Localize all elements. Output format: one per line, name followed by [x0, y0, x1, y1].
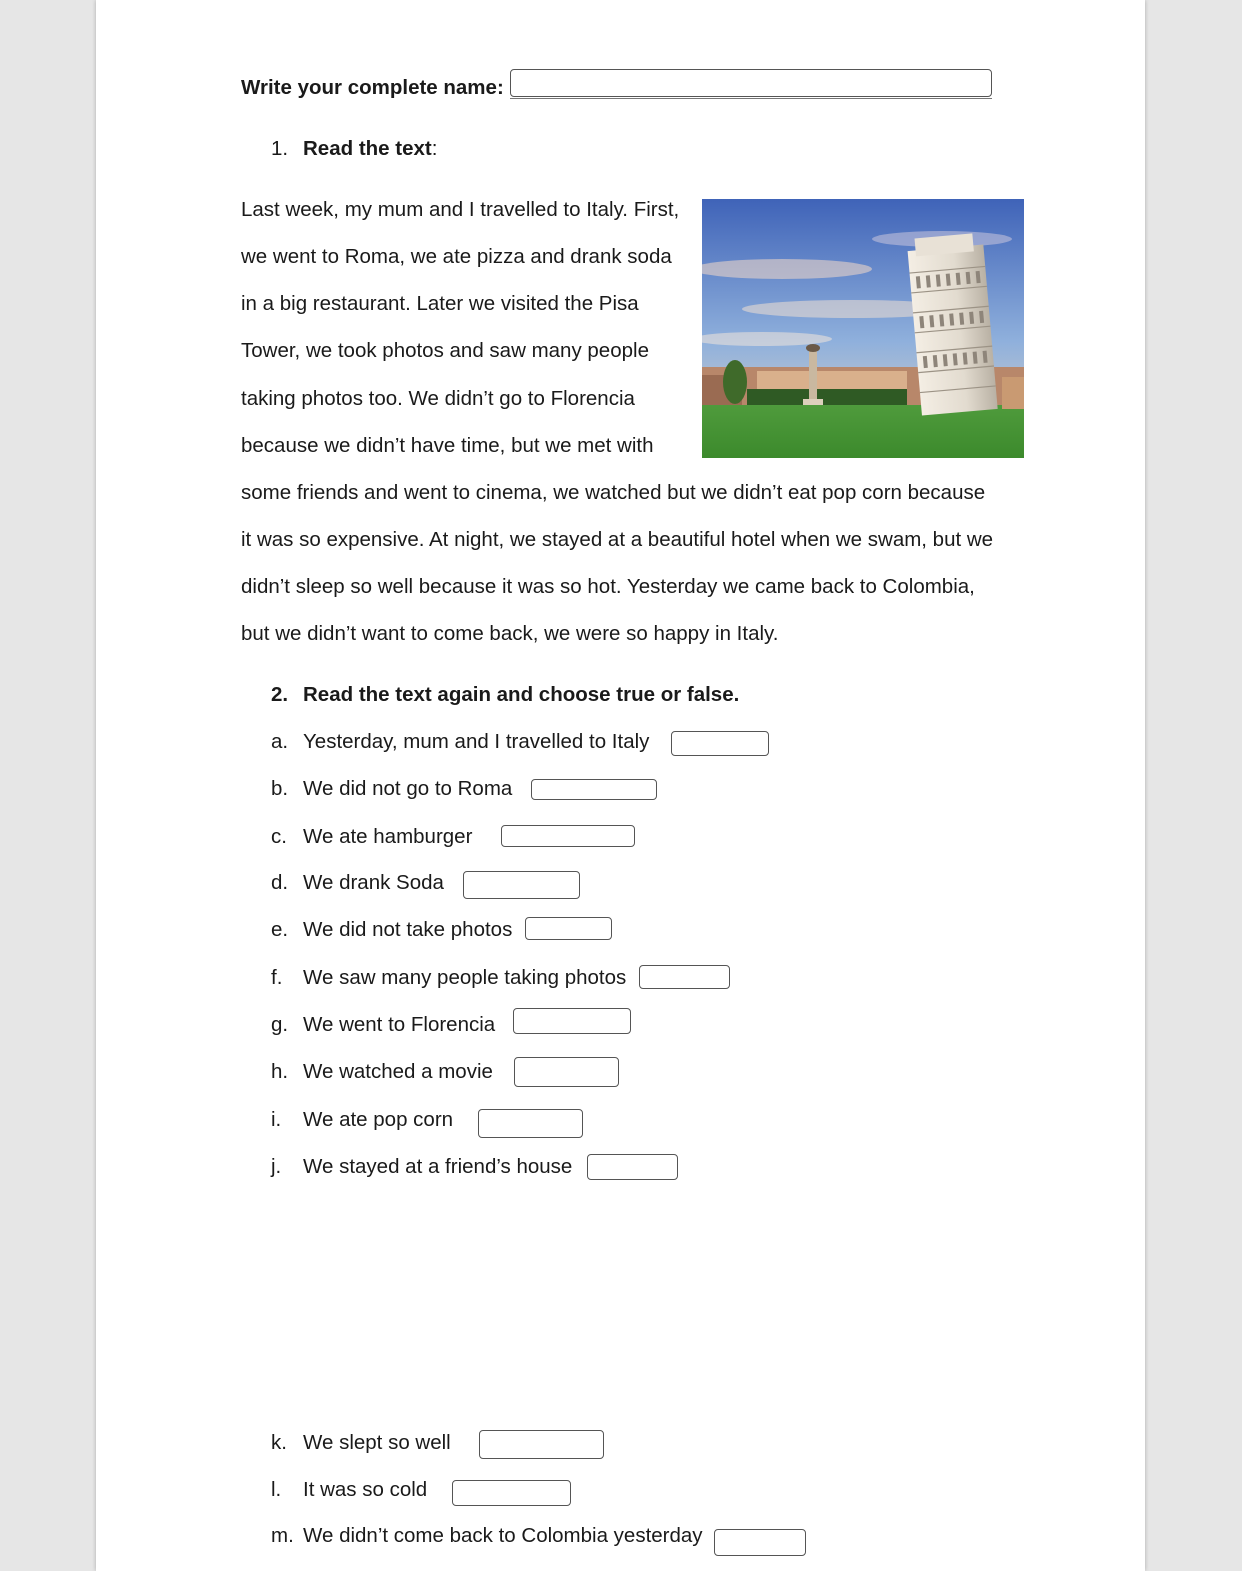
- answer-box-d[interactable]: [463, 871, 580, 899]
- text-line: taking photos too. We didn’t go to Florencia: [241, 387, 635, 410]
- item-text: We drank Soda: [303, 871, 444, 894]
- section1-title-colon: :: [431, 137, 438, 160]
- text-line: we went to Roma, we ate pizza and drank soda: [241, 245, 672, 268]
- answer-box-m[interactable]: [714, 1529, 806, 1556]
- item-marker: l.: [271, 1478, 282, 1501]
- section2-title: Read the text again and choose true or false.: [303, 683, 740, 706]
- item-text: It was so cold: [303, 1478, 428, 1501]
- answer-box-f[interactable]: [639, 965, 730, 989]
- text-line: in a big restaurant. Later we visited the Pisa: [241, 292, 639, 315]
- item-text: We slept so well: [303, 1431, 451, 1454]
- item-marker: h.: [271, 1060, 289, 1083]
- item-marker: e.: [271, 918, 289, 941]
- item-text: We saw many people taking photos: [303, 966, 627, 989]
- worksheet-page: [96, 0, 1145, 1571]
- item-marker: f.: [271, 966, 283, 989]
- text-line: some friends and went to cinema, we watched but we didn’t eat pop corn because: [241, 481, 986, 504]
- item-text: We went to Florencia: [303, 1013, 496, 1036]
- text-line: it was so expensive. At night, we stayed at a beautiful hotel when we swam, but we: [241, 528, 994, 551]
- text-line: but we didn’t want to come back, we were so happy in Italy.: [241, 622, 779, 645]
- answer-box-i[interactable]: [478, 1109, 583, 1138]
- text-line: Last week, my mum and I travelled to Italy. First,: [241, 198, 680, 221]
- name-input[interactable]: [510, 69, 992, 97]
- answer-box-e[interactable]: [525, 917, 612, 940]
- section1-title: [303, 137, 437, 161]
- item-text: We did not take photos: [303, 918, 513, 941]
- name-label: Write your complete name:: [241, 76, 504, 99]
- text-line: didn’t sleep so well because it was so hot. Yesterday we came back to Colombia,: [241, 575, 975, 598]
- item-text: We did not go to Roma: [303, 777, 513, 800]
- item-marker: a.: [271, 730, 289, 753]
- item-marker: k.: [271, 1431, 287, 1454]
- section1-number: 1.: [271, 137, 289, 160]
- pisa-tower-photo: [702, 199, 1024, 458]
- item-marker: d.: [271, 871, 289, 894]
- text-line: Tower, we took photos and saw many people: [241, 339, 649, 362]
- item-marker: g.: [271, 1013, 289, 1036]
- item-text: We stayed at a friend’s house: [303, 1155, 573, 1178]
- item-text: Yesterday, mum and I travelled to Italy: [303, 730, 650, 753]
- answer-box-h[interactable]: [514, 1057, 619, 1087]
- item-text: We ate hamburger: [303, 825, 473, 848]
- answer-box-j[interactable]: [587, 1154, 678, 1180]
- section2-number: 2.: [271, 683, 289, 706]
- answer-box-l[interactable]: [452, 1480, 571, 1506]
- section1-title-text: Read the text: [303, 137, 432, 160]
- item-text: We didn’t come back to Colombia yesterday: [303, 1524, 703, 1547]
- answer-box-c[interactable]: [501, 825, 635, 847]
- answer-box-g[interactable]: [513, 1008, 631, 1034]
- text-line: because we didn’t have time, but we met with: [241, 434, 654, 457]
- answer-box-k[interactable]: [479, 1430, 604, 1459]
- answer-box-a[interactable]: [671, 731, 769, 756]
- item-text: We ate pop corn: [303, 1108, 454, 1131]
- name-underline: [510, 98, 992, 99]
- answer-box-b[interactable]: [531, 779, 657, 800]
- item-marker: i.: [271, 1108, 282, 1131]
- item-marker: m.: [271, 1524, 294, 1547]
- item-marker: b.: [271, 777, 289, 800]
- item-text: We watched a movie: [303, 1060, 493, 1083]
- item-marker: j.: [271, 1155, 282, 1178]
- item-marker: c.: [271, 825, 287, 848]
